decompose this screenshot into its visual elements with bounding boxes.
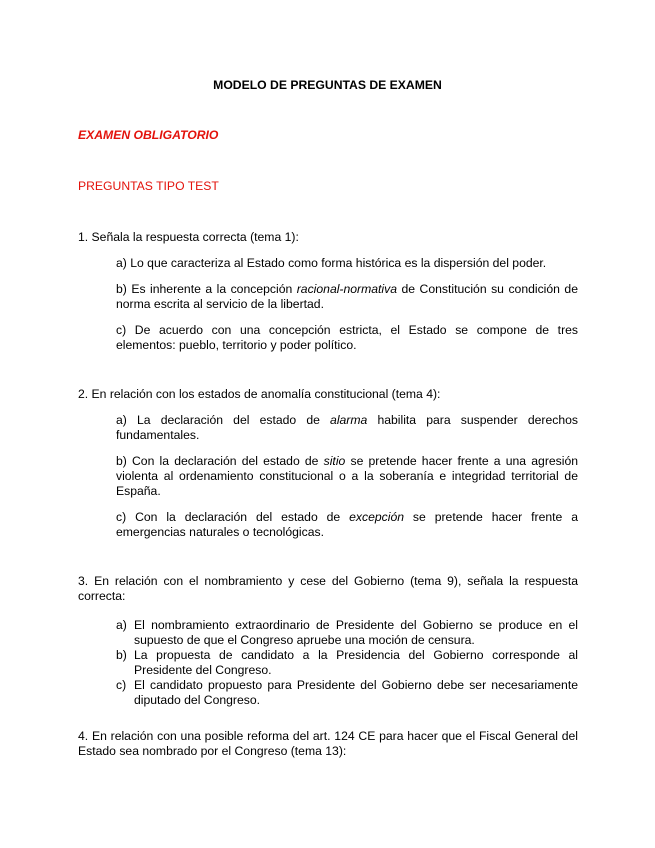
option-text: El candidato propuesto para Presidente del Gobierno debe ser necesariamente diputado del Congreso. bbox=[134, 678, 578, 707]
option-text-post: de Constitución su condición de norma escrita al servicio de la libertad. bbox=[116, 282, 578, 311]
option-label: c) bbox=[116, 678, 127, 692]
question-stem: 3. En relación con el nombramiento y cese del Gobierno (tema 9), señala la respuesta correcta: bbox=[78, 574, 578, 603]
subsection-heading: PREGUNTAS TIPO TEST bbox=[78, 179, 219, 193]
question-2 bbox=[78, 387, 578, 540]
question-stem: 4. En relación con una posible reforma del art. 124 CE para hacer que el Fiscal General del Estado sea nombrado por el Congreso (tema 13): bbox=[78, 729, 578, 758]
option-text-emphasis: sitio bbox=[323, 454, 346, 468]
section-heading: EXAMEN OBLIGATORIO bbox=[78, 128, 219, 142]
option-text-emphasis: excepción bbox=[349, 510, 405, 524]
question-stem: 2. En relación con los estados de anomalía constitucional (tema 4): bbox=[78, 387, 441, 401]
document-title: MODELO DE PREGUNTAS DE EXAMEN bbox=[213, 78, 442, 92]
question-2-option-a bbox=[116, 413, 578, 443]
option-text-emphasis: racional-normativa bbox=[296, 282, 397, 296]
question-3-option-c bbox=[116, 678, 578, 708]
question-3-option-b bbox=[116, 648, 578, 678]
option-text-pre: c) Con la declaración del estado de bbox=[116, 510, 350, 524]
question-1-option-b bbox=[116, 282, 578, 312]
option-text: a) Lo que caracteriza al Estado como forma histórica es la dispersión del poder. bbox=[116, 256, 547, 270]
question-4 bbox=[78, 729, 578, 759]
option-text: c) De acuerdo con una concepción estricta, el Estado se compone de tres elementos: pueblo, territorio y poder político. bbox=[116, 323, 578, 352]
option-label: a) bbox=[116, 618, 127, 632]
question-1-option-a bbox=[116, 256, 578, 271]
question-2-option-b bbox=[116, 454, 578, 499]
option-text-pre: a) La declaración del estado de bbox=[116, 413, 331, 427]
option-text-post: se pretende hacer frente a emergencias naturales o tecnológicas. bbox=[116, 510, 578, 539]
question-3-option-a bbox=[116, 618, 578, 648]
question-3-options bbox=[116, 618, 578, 708]
question-stem: 1. Señala la respuesta correcta (tema 1): bbox=[78, 230, 299, 244]
option-text-pre: b) Con la declaración del estado de bbox=[116, 454, 324, 468]
question-1-option-c bbox=[116, 323, 578, 353]
option-text: La propuesta de candidato a la Presidencia del Gobierno corresponde al Presidente del Congreso. bbox=[134, 648, 578, 677]
option-label: b) bbox=[116, 648, 127, 662]
option-text-post: habilita para suspender derechos fundamentales. bbox=[116, 413, 578, 442]
option-text-post: se pretende hacer frente a una agresión violenta al ordenamiento constitucional o a la soberanía e integridad territorial de España. bbox=[116, 454, 579, 498]
question-3 bbox=[78, 574, 578, 708]
option-text: El nombramiento extraordinario de Presidente del Gobierno se produce en el supuesto de que el Congreso apruebe una moción de censura. bbox=[134, 618, 578, 647]
question-2-option-c bbox=[116, 510, 578, 540]
question-1 bbox=[78, 230, 578, 353]
option-text-pre: b) Es inherente a la concepción bbox=[116, 282, 297, 296]
option-text-emphasis: alarma bbox=[330, 413, 368, 427]
